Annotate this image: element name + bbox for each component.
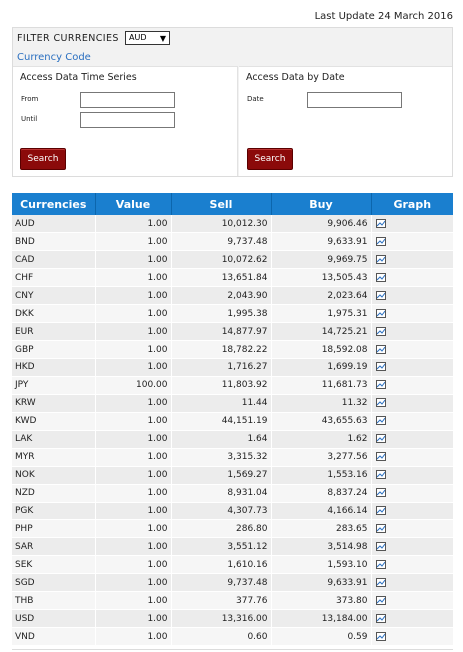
- chart-icon[interactable]: [376, 273, 386, 282]
- sell-cell: 9,737.48: [171, 574, 271, 592]
- sell-cell: 286.80: [171, 520, 271, 538]
- currency-code-cell: USD: [12, 610, 95, 628]
- from-label: From: [21, 95, 39, 103]
- table-row: [12, 466, 453, 484]
- last-update-text: Last Update 24 March 2016: [314, 11, 453, 22]
- currency-code-link[interactable]: Currency Code: [17, 52, 91, 63]
- sell-cell: 2,043.90: [171, 287, 271, 305]
- chart-icon[interactable]: [376, 398, 386, 407]
- from-field[interactable]: [80, 92, 175, 108]
- sell-cell: 8,931.04: [171, 484, 271, 502]
- graph-cell: [371, 610, 453, 628]
- buy-cell: 11.32: [271, 394, 371, 412]
- chart-icon[interactable]: [376, 470, 386, 479]
- table-row: [12, 574, 453, 592]
- table-row: [12, 610, 453, 628]
- sell-cell: 1,610.16: [171, 556, 271, 574]
- value-cell: 1.00: [95, 520, 171, 538]
- currency-code-cell: THB: [12, 592, 95, 610]
- buy-cell: 1,593.10: [271, 556, 371, 574]
- currency-code-cell: PHP: [12, 520, 95, 538]
- chevron-down-icon: ▼: [159, 34, 166, 43]
- graph-cell: [371, 376, 453, 394]
- currency-code-cell: CNY: [12, 287, 95, 305]
- sell-cell: 1,569.27: [171, 466, 271, 484]
- until-field[interactable]: [80, 112, 175, 128]
- buy-cell: 1,699.19: [271, 359, 371, 377]
- value-cell: 1.00: [95, 412, 171, 430]
- graph-cell: [371, 502, 453, 520]
- buy-cell: 9,906.46: [271, 215, 371, 233]
- graph-cell: [371, 233, 453, 251]
- value-cell: 1.00: [95, 484, 171, 502]
- buy-cell: 11,681.73: [271, 376, 371, 394]
- table-row: [12, 394, 453, 412]
- table-row: [12, 323, 453, 341]
- chart-icon[interactable]: [376, 614, 386, 623]
- buy-cell: 3,514.98: [271, 538, 371, 556]
- table-header-row: [12, 193, 453, 215]
- value-cell: 1.00: [95, 394, 171, 412]
- graph-cell: [371, 538, 453, 556]
- table-row: [12, 556, 453, 574]
- graph-cell: [371, 359, 453, 377]
- chart-icon[interactable]: [376, 255, 386, 264]
- table-row: [12, 269, 453, 287]
- buy-cell: 373.80: [271, 592, 371, 610]
- value-cell: 1.00: [95, 359, 171, 377]
- date-label: Date: [247, 95, 264, 103]
- currency-code-cell: KRW: [12, 394, 95, 412]
- buy-cell: 4,166.14: [271, 502, 371, 520]
- buy-cell: 9,633.91: [271, 574, 371, 592]
- table-row: [12, 287, 453, 305]
- value-cell: 1.00: [95, 574, 171, 592]
- currency-code-cell: PGK: [12, 502, 95, 520]
- chart-icon[interactable]: [376, 327, 386, 336]
- currency-select-value: AUD: [129, 33, 147, 42]
- currency-code-cell: CAD: [12, 251, 95, 269]
- value-cell: 1.00: [95, 538, 171, 556]
- sell-cell: 1.64: [171, 430, 271, 448]
- filter-panel: [12, 27, 453, 177]
- buy-cell: 0.59: [271, 628, 371, 646]
- value-cell: 1.00: [95, 341, 171, 359]
- sell-cell: 3,551.12: [171, 538, 271, 556]
- sell-cell: 3,315.32: [171, 448, 271, 466]
- chart-icon[interactable]: [376, 380, 386, 389]
- chart-icon[interactable]: [376, 309, 386, 318]
- sell-cell: 377.76: [171, 592, 271, 610]
- currency-select[interactable]: [125, 31, 170, 45]
- table-row: [12, 215, 453, 233]
- graph-cell: [371, 269, 453, 287]
- table-row: [12, 538, 453, 556]
- currency-code-cell: BND: [12, 233, 95, 251]
- buy-cell: 9,969.75: [271, 251, 371, 269]
- value-cell: 1.00: [95, 610, 171, 628]
- value-cell: 1.00: [95, 502, 171, 520]
- currency-code-cell: EUR: [12, 323, 95, 341]
- value-cell: 1.00: [95, 430, 171, 448]
- table-row: [12, 359, 453, 377]
- currency-code-cell: DKK: [12, 305, 95, 323]
- until-label: Until: [21, 115, 38, 123]
- buy-cell: 1,553.16: [271, 466, 371, 484]
- chart-icon[interactable]: [376, 578, 386, 587]
- chart-icon[interactable]: [376, 219, 386, 228]
- table-row: [12, 430, 453, 448]
- value-cell: 1.00: [95, 628, 171, 646]
- sell-cell: 4,307.73: [171, 502, 271, 520]
- chart-icon[interactable]: [376, 596, 386, 605]
- header-value: Value: [95, 193, 171, 215]
- chart-icon[interactable]: [376, 345, 386, 354]
- currency-code-cell: GBP: [12, 341, 95, 359]
- buy-cell: 9,633.91: [271, 233, 371, 251]
- sell-cell: 10,072.62: [171, 251, 271, 269]
- chart-icon[interactable]: [376, 632, 386, 641]
- value-cell: 1.00: [95, 448, 171, 466]
- graph-cell: [371, 556, 453, 574]
- chart-icon[interactable]: [376, 452, 386, 461]
- value-cell: 1.00: [95, 233, 171, 251]
- table-row: [12, 628, 453, 646]
- sell-cell: 44,151.19: [171, 412, 271, 430]
- table-row: [12, 412, 453, 430]
- table-row: [12, 592, 453, 610]
- header-sell: Sell: [171, 193, 271, 215]
- buy-cell: 1.62: [271, 430, 371, 448]
- value-cell: 1.00: [95, 287, 171, 305]
- buy-cell: 13,184.00: [271, 610, 371, 628]
- sell-cell: 18,782.22: [171, 341, 271, 359]
- sell-cell: 1,716.27: [171, 359, 271, 377]
- sell-cell: 0.60: [171, 628, 271, 646]
- buy-cell: 2,023.64: [271, 287, 371, 305]
- chart-icon[interactable]: [376, 362, 386, 371]
- graph-cell: [371, 484, 453, 502]
- value-cell: 100.00: [95, 376, 171, 394]
- value-cell: 1.00: [95, 556, 171, 574]
- sell-cell: 13,651.84: [171, 269, 271, 287]
- chart-icon[interactable]: [376, 434, 386, 443]
- time-series-title: Access Data Time Series: [20, 72, 137, 83]
- chart-icon[interactable]: [376, 560, 386, 569]
- table-row: [12, 520, 453, 538]
- date-field[interactable]: [307, 92, 402, 108]
- value-cell: 1.00: [95, 269, 171, 287]
- by-date-search-button[interactable]: Search: [247, 148, 293, 170]
- currency-code-cell: NZD: [12, 484, 95, 502]
- buy-cell: 13,505.43: [271, 269, 371, 287]
- currency-code-cell: HKD: [12, 359, 95, 377]
- buy-cell: 8,837.24: [271, 484, 371, 502]
- currency-code-cell: MYR: [12, 448, 95, 466]
- table-row: [12, 448, 453, 466]
- buy-cell: 1,975.31: [271, 305, 371, 323]
- graph-cell: [371, 574, 453, 592]
- chart-icon[interactable]: [376, 488, 386, 497]
- currency-code-cell: VND: [12, 628, 95, 646]
- sell-cell: 10,012.30: [171, 215, 271, 233]
- graph-cell: [371, 323, 453, 341]
- currency-code-cell: SGD: [12, 574, 95, 592]
- graph-cell: [371, 305, 453, 323]
- sell-cell: 1,995.38: [171, 305, 271, 323]
- table-row: [12, 484, 453, 502]
- graph-cell: [371, 592, 453, 610]
- buy-cell: 43,655.63: [271, 412, 371, 430]
- buy-cell: 18,592.08: [271, 341, 371, 359]
- bottom-divider: [12, 649, 453, 650]
- filter-currencies-label: FILTER CURRENCIES: [17, 33, 119, 44]
- exchange-rates-table: [12, 193, 454, 646]
- graph-cell: [371, 287, 453, 305]
- graph-cell: [371, 394, 453, 412]
- graph-cell: [371, 520, 453, 538]
- sell-cell: 14,877.97: [171, 323, 271, 341]
- chart-icon[interactable]: [376, 291, 386, 300]
- table-body: [12, 215, 453, 646]
- graph-cell: [371, 466, 453, 484]
- chart-icon[interactable]: [376, 542, 386, 551]
- sell-cell: 13,316.00: [171, 610, 271, 628]
- sell-cell: 9,737.48: [171, 233, 271, 251]
- buy-cell: 3,277.56: [271, 448, 371, 466]
- table-row: [12, 233, 453, 251]
- table-row: [12, 376, 453, 394]
- value-cell: 1.00: [95, 466, 171, 484]
- header-currencies: Currencies: [12, 193, 95, 215]
- graph-cell: [371, 412, 453, 430]
- chart-icon[interactable]: [376, 416, 386, 425]
- currency-code-cell: CHF: [12, 269, 95, 287]
- sell-cell: 11.44: [171, 394, 271, 412]
- value-cell: 1.00: [95, 305, 171, 323]
- by-date-panel: [239, 66, 452, 176]
- time-series-panel: [13, 66, 238, 176]
- value-cell: 1.00: [95, 592, 171, 610]
- currency-code-cell: JPY: [12, 376, 95, 394]
- graph-cell: [371, 628, 453, 646]
- header-graph: Graph: [371, 193, 453, 215]
- table-row: [12, 251, 453, 269]
- currency-code-cell: KWD: [12, 412, 95, 430]
- currency-code-cell: LAK: [12, 430, 95, 448]
- header-buy: Buy: [271, 193, 371, 215]
- graph-cell: [371, 251, 453, 269]
- table-row: [12, 341, 453, 359]
- chart-icon[interactable]: [376, 506, 386, 515]
- chart-icon[interactable]: [376, 237, 386, 246]
- currency-code-cell: NOK: [12, 466, 95, 484]
- currency-code-cell: SEK: [12, 556, 95, 574]
- value-cell: 1.00: [95, 323, 171, 341]
- sell-cell: 11,803.92: [171, 376, 271, 394]
- graph-cell: [371, 341, 453, 359]
- graph-cell: [371, 215, 453, 233]
- value-cell: 1.00: [95, 215, 171, 233]
- by-date-title: Access Data by Date: [246, 72, 345, 83]
- currency-code-cell: AUD: [12, 215, 95, 233]
- buy-cell: 283.65: [271, 520, 371, 538]
- value-cell: 1.00: [95, 251, 171, 269]
- graph-cell: [371, 448, 453, 466]
- table-row: [12, 502, 453, 520]
- buy-cell: 14,725.21: [271, 323, 371, 341]
- graph-cell: [371, 430, 453, 448]
- currency-code-cell: SAR: [12, 538, 95, 556]
- time-series-search-button[interactable]: Search: [20, 148, 66, 170]
- table-row: [12, 305, 453, 323]
- chart-icon[interactable]: [376, 524, 386, 533]
